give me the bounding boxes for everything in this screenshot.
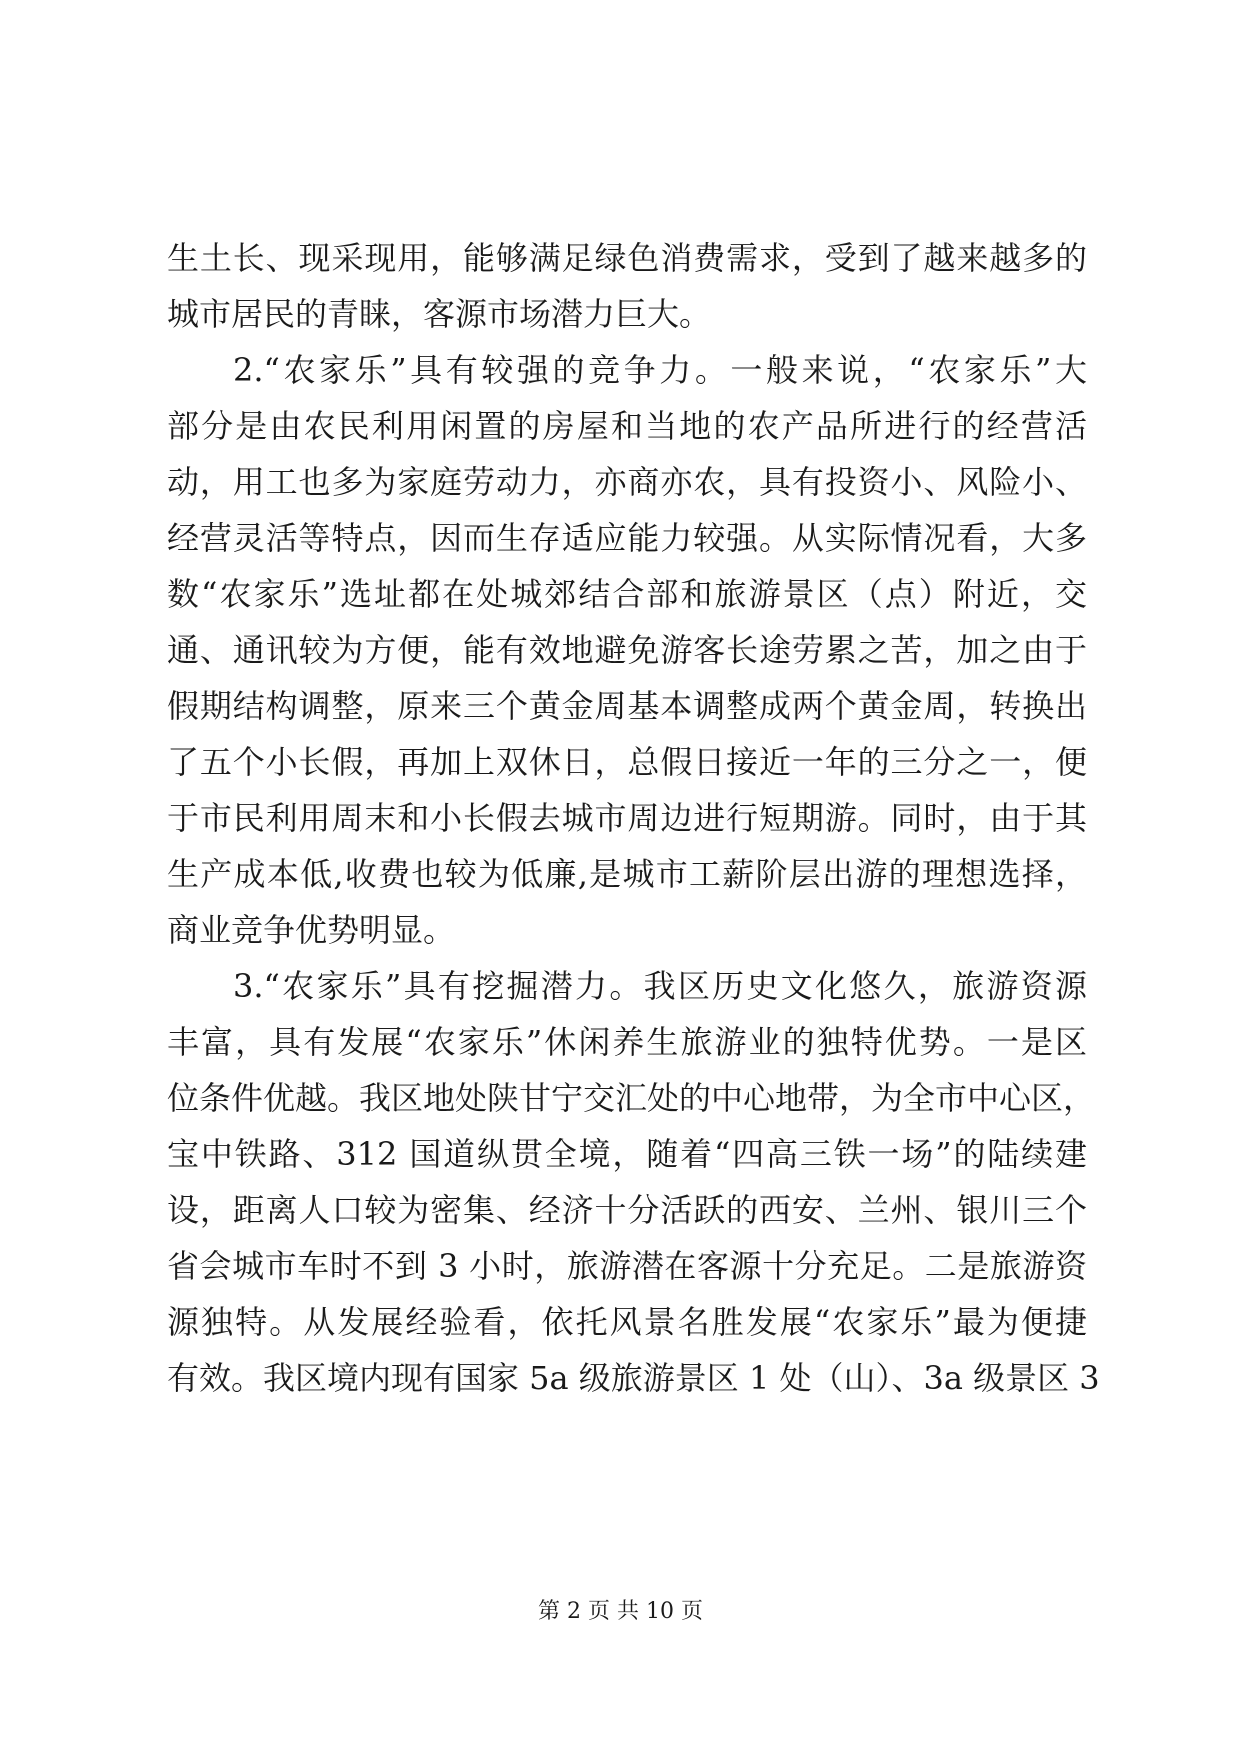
text-line: 2.“农家乐”具有较强的竞争力。一般来说，“农家乐”大 [233,351,1087,389]
text-line: 生土长、现采现用，能够满足绿色消费需求，受到了越来越多的 [167,239,1087,277]
text-line: 生产成本低,收费也较为低廉,是城市工薪阶层出游的理想选择， [167,855,1087,893]
text-line: 动，用工也多为家庭劳动力，亦商亦农，具有投资小、风险小、 [167,463,1087,501]
text-line: 源独特。从发展经验看，依托风景名胜发展“农家乐”最为便捷 [167,1303,1087,1341]
text-line: 商业竞争优势明显。 [167,911,456,949]
page-footer: 第 2 页 共 10 页 [538,1599,703,1624]
text-line: 位条件优越。我区地处陕甘宁交汇处的中心地带，为全市中心区， [167,1079,1096,1117]
text-line: 于市民利用周末和小长假去城市周边进行短期游。同时，由于其 [167,799,1087,837]
text-line: 假期结构调整，原来三个黄金周基本调整成两个黄金周，转换出 [167,687,1087,725]
text-line: 城市居民的青睐，客源市场潜力巨大。 [167,295,712,333]
text-line: 通、通讯较为方便，能有效地避免游客长途劳累之苦，加之由于 [167,631,1087,669]
text-line: 经营灵活等特点，因而生存适应能力较强。从实际情况看，大多 [167,519,1087,557]
text-line: 设，距离人口较为密集、经济十分活跃的西安、兰州、银川三个 [167,1191,1087,1229]
text-line: 有效。我区境内现有国家 5a 级旅游景区 1 处（山）、3a 级景区 3 [167,1359,1100,1397]
text-line: 了五个小长假，再加上双休日，总假日接近一年的三分之一，便 [167,743,1087,781]
text-line: 宝中铁路、312 国道纵贯全境，随着“四高三铁一场”的陆续建 [167,1135,1087,1173]
text-line: 数“农家乐”选址都在处城郊结合部和旅游景区（点）附近，交 [167,575,1087,613]
text-line: 丰富，具有发展“农家乐”休闲养生旅游业的独特优势。一是区 [167,1023,1087,1061]
text-line: 3.“农家乐”具有挖掘潜力。我区历史文化悠久，旅游资源 [233,967,1087,1005]
body-text [167,230,1100,1406]
text-line: 部分是由农民利用闲置的房屋和当地的农产品所进行的经营活 [167,407,1087,445]
text-line: 省会城市车时不到 3 小时，旅游潜在客源十分充足。二是旅游资 [167,1247,1087,1285]
